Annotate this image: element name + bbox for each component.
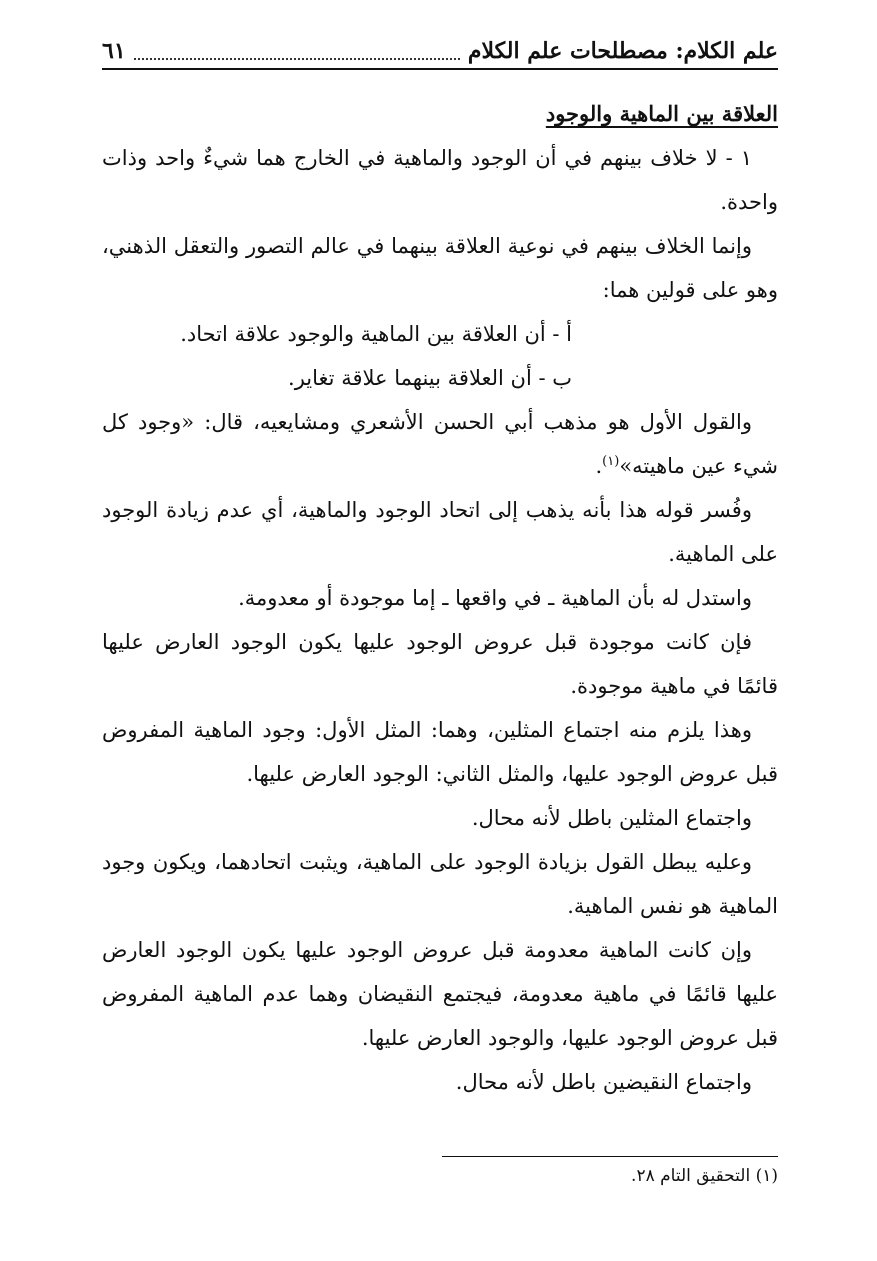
list-item-alif: أ - أن العلاقة بين الماهية والوجود علاقة اتحاد. <box>180 322 572 346</box>
paragraph-ashari <box>102 400 778 488</box>
page-number: ٦١ <box>102 38 126 64</box>
list-item-ba: ب - أن العلاقة بينهما علاقة تغاير. <box>288 366 572 390</box>
paragraph-9: وهذا يلزم منه اجتماع المثلين، وهما: المثل الأول: وجود الماهية المفروض قبل عروض الوجود عليها، والمثل الثاني: الوجود العارض عليها. <box>102 718 778 786</box>
page-body <box>102 98 778 1104</box>
running-head <box>102 30 778 70</box>
paragraph-2: وإنما الخلاف بينهم في نوعية العلاقة بينهما في عالم التصور والتعقل الذهني، وهو على قولين هما: <box>102 234 778 302</box>
paragraph-ashari-end: . <box>595 454 603 478</box>
paragraph-7: واستدل له بأن الماهية ـ في واقعها ـ إما موجودة أو معدومة. <box>238 586 752 610</box>
footnote-reference[interactable]: (١) <box>602 454 620 469</box>
paragraph-8: فإن كانت موجودة قبل عروض الوجود عليها يكون الوجود العارض عليها قائمًا في ماهية موجودة. <box>102 630 778 698</box>
paragraph-11: وعليه يبطل القول بزيادة الوجود على الماهية، ويثبت اتحادهما، ويكون وجود الماهية هو نفس الماهية. <box>102 850 778 918</box>
header-leader-dots <box>134 57 460 60</box>
paragraph-6: وفُسر قوله هذا بأنه يذهب إلى اتحاد الوجود والماهية، أي عدم زيادة الوجود على الماهية. <box>102 498 778 566</box>
footnote: (١) التحقيق التام ٢٨. <box>631 1166 778 1186</box>
paragraph-13: واجتماع النقيضين باطل لأنه محال. <box>455 1070 752 1094</box>
paragraph-10: واجتماع المثلين باطل لأنه محال. <box>471 806 752 830</box>
footnote-separator <box>442 1156 778 1157</box>
paragraph-1: ١ - لا خلاف بينهم في أن الوجود والماهية في الخارج هما شيءٌ واحد وذات واحدة. <box>102 146 778 214</box>
header-title: علم الكلام: مصطلحات علم الكلام <box>467 38 778 64</box>
section-title: العلاقة بين الماهية والوجود <box>545 101 778 126</box>
paragraph-12: وإن كانت الماهية معدومة قبل عروض الوجود عليها يكون الوجود العارض عليها قائمًا في ماهية معدومة، فيجتمع النقيضان وهما عدم الماهية المفروض قبل عروض الوجود عليها، والوجود العارض عليها. <box>102 938 778 1050</box>
paragraph-ashari-text: والقول الأول هو مذهب أبي الحسن الأشعري ومشايعيه، قال: «وجود كل شيء عين ماهيته» <box>102 410 778 478</box>
